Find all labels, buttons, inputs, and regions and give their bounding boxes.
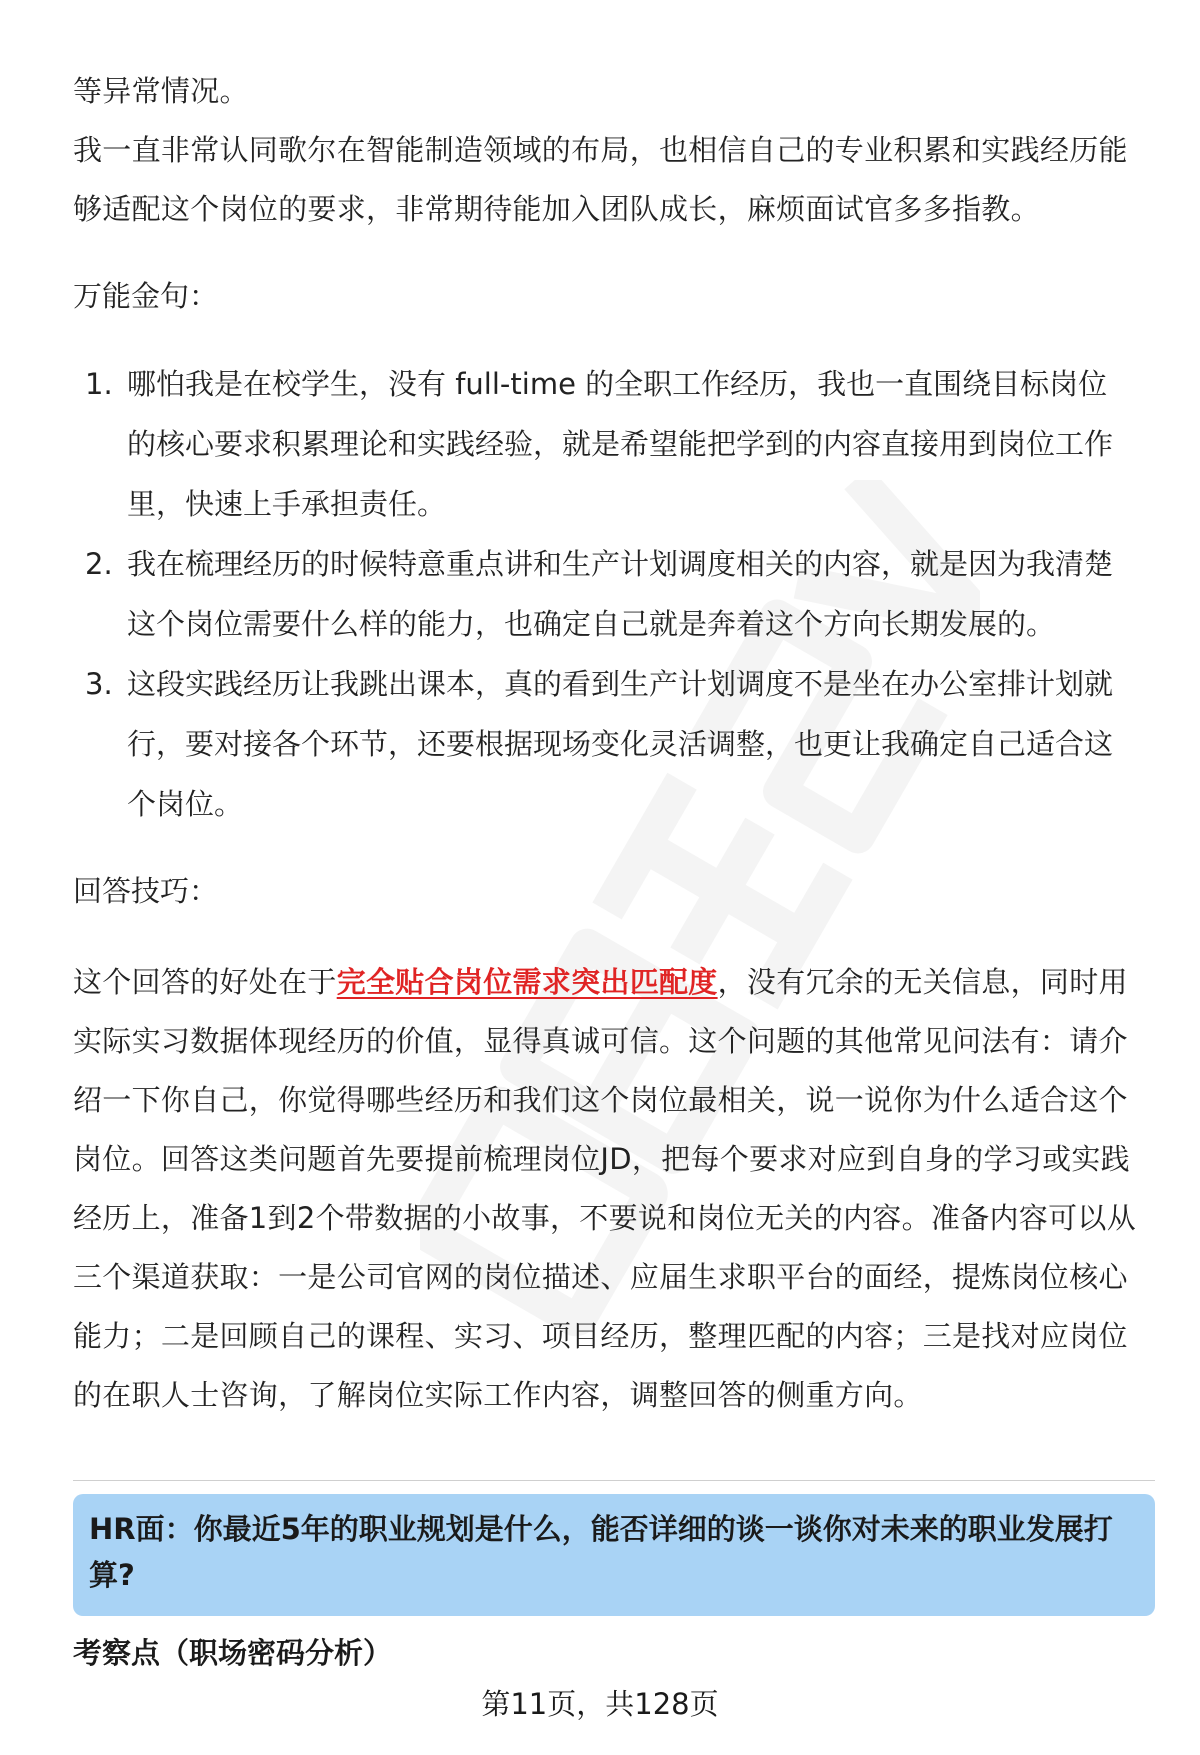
tips-line: 的在职人士咨询，了解岗位实际工作内容，调整回答的侧重方向。 xyxy=(73,1378,923,1412)
list-item-line: 这段实践经历让我跳出课本，真的看到生产计划调度不是坐在办公室排计划就 xyxy=(127,667,1114,701)
tips-line: 能力；二是回顾自己的课程、实习、项目经历，整理匹配的内容；三是找对应岗位 xyxy=(73,1319,1128,1353)
list-item xyxy=(73,534,1153,654)
hr-question-line-2: 算? xyxy=(89,1558,135,1592)
main-content xyxy=(73,62,1153,1425)
list-item-number: 3. xyxy=(85,667,113,701)
tips-line: 绍一下你自己，你觉得哪些经历和我们这个岗位最相关，说一说你为什么适合这个 xyxy=(73,1083,1128,1117)
tips-line-1-prefix: 这个回答的好处在于 xyxy=(73,965,337,999)
tips-line: 经历上，准备1到2个带数据的小故事，不要说和岗位无关的内容。准备内容可以从 xyxy=(73,1201,1137,1235)
tips-highlight: 完全贴合岗位需求突出匹配度 xyxy=(336,965,718,999)
assessment-points-heading: 考察点（职场密码分析） xyxy=(73,1636,393,1670)
list-item-line: 行，要对接各个环节，还要根据现场变化灵活调整，也更让我确定自己适合这 xyxy=(127,727,1114,761)
tips-line: 岗位。回答这类问题首先要提前梳理岗位JD，把每个要求对应到自身的学习或实践 xyxy=(73,1142,1130,1176)
answer-tips-heading: 回答技巧： xyxy=(73,874,219,908)
list-item xyxy=(73,654,1153,834)
hr-question-box xyxy=(73,1494,1155,1616)
tips-line-1 xyxy=(73,953,1153,1012)
list-item-line: 哪怕我是在校学生，没有 full-time 的全职工作经历，我也一直围绕目标岗位 xyxy=(127,367,1108,401)
golden-sentences-heading: 万能金句： xyxy=(73,279,219,313)
list-item-line: 我在梳理经历的时候特意重点讲和生产计划调度相关的内容，就是因为我清楚 xyxy=(127,547,1114,581)
tips-line-1-suffix: ，没有冗余的无关信息，同时用 xyxy=(717,965,1128,999)
list-item xyxy=(73,354,1153,534)
list-item-line: 个岗位。 xyxy=(127,787,244,821)
list-item-line: 里，快速上手承担责任。 xyxy=(127,487,447,521)
list-item-line: 的核心要求积累理论和实践经验，就是希望能把学到的内容直接用到岗位工作 xyxy=(127,427,1114,461)
tips-line: 三个渠道获取：一是公司官网的岗位描述、应届生求职平台的面经，提炼岗位核心 xyxy=(73,1260,1128,1294)
tips-line: 实际实习数据体现经历的价值，显得真诚可信。这个问题的其他常见问法有：请介 xyxy=(73,1024,1128,1058)
section-divider xyxy=(73,1480,1155,1481)
list-item-number: 2. xyxy=(85,547,113,581)
body-paragraph-1: 等异常情况。 xyxy=(73,74,249,108)
list-item-line: 这个岗位需要什么样的能力，也确定自己就是奔着这个方向长期发展的。 xyxy=(127,607,1056,641)
hr-question-line-1: HR面：你最近5年的职业规划是什么，能否详细的谈一谈你对未来的职业发展打 xyxy=(89,1512,1113,1546)
body-paragraph-2-line-2: 够适配这个岗位的要求，非常期待能加入团队成长，麻烦面试官多多指教。 xyxy=(73,192,1040,226)
golden-sentences-list xyxy=(73,354,1153,834)
list-item-number: 1. xyxy=(85,367,113,401)
body-paragraph-2-line-1: 我一直非常认同歌尔在智能制造领域的布局，也相信自己的专业积累和实践经历能 xyxy=(73,133,1128,167)
page-number-footer: 第11页，共128页 xyxy=(481,1687,719,1721)
